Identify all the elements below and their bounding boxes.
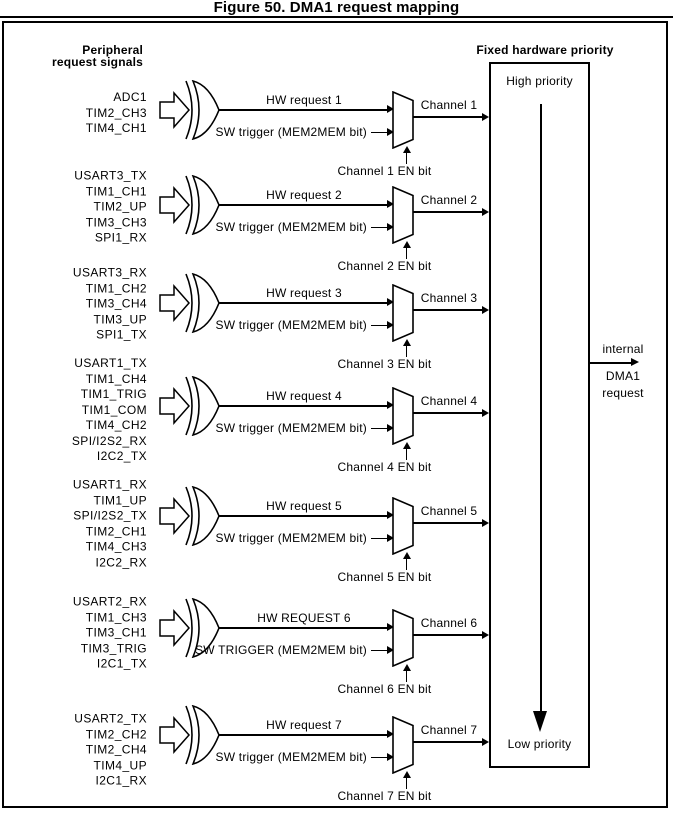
channel-line xyxy=(413,309,482,311)
high-priority-label: High priority xyxy=(506,74,573,88)
hw-request-line xyxy=(219,204,387,206)
sw-trigger-label: SW TRIGGER (MEM2MEM bit) xyxy=(195,643,367,657)
peripheral-signal: I2C2_RX xyxy=(95,555,147,569)
arrowhead-icon xyxy=(482,208,489,216)
peripheral-signal: TIM2_CH2 xyxy=(85,726,147,741)
mux-icon xyxy=(392,497,414,555)
bundle-arrow-icon xyxy=(160,188,189,222)
bundle-arrow-icon xyxy=(160,499,189,533)
sw-trigger-label: SW trigger (MEM2MEM bit) xyxy=(215,220,367,234)
peripheral-signal: TIM3_CH3 xyxy=(85,214,147,229)
mux-icon xyxy=(392,716,414,774)
en-bit-label: Channel 3 EN bit xyxy=(337,357,432,371)
internal-request-label-line3: request xyxy=(602,386,644,400)
peripheral-signal: SPI/I2S2_RX xyxy=(71,433,147,448)
channel-line xyxy=(413,522,482,524)
peripheral-signals-header-line2: request signals xyxy=(51,54,143,69)
channel-line xyxy=(413,634,482,636)
hw-request-line xyxy=(219,302,387,304)
hw-request-line xyxy=(219,109,387,111)
sw-trigger-label: SW trigger (MEM2MEM bit) xyxy=(215,125,367,139)
hw-request-line xyxy=(219,627,387,629)
peripheral-signal: I2C1_RX xyxy=(95,773,147,788)
peripheral-signal: SPI1_TX xyxy=(96,327,147,342)
sw-trigger-label: SW trigger (MEM2MEM bit) xyxy=(215,318,367,332)
peripheral-signal-list xyxy=(30,265,147,343)
peripheral-signal-list xyxy=(30,90,147,137)
mux-icon xyxy=(392,91,414,149)
title-rule xyxy=(0,16,673,18)
sw-trigger-line xyxy=(371,132,387,134)
hw-request-line xyxy=(219,734,387,736)
hw-request-label: HW request 7 xyxy=(266,718,342,732)
hw-request-label: HW REQUEST 6 xyxy=(257,611,351,625)
en-bit-line xyxy=(406,777,408,789)
peripheral-signal: SPI1_RX xyxy=(94,230,147,245)
arrowhead-icon xyxy=(482,409,489,417)
peripheral-signal: TIM4_CH2 xyxy=(85,417,147,432)
bundle-arrow-icon xyxy=(160,93,189,127)
sw-trigger-line xyxy=(371,538,387,540)
sw-trigger-label: SW trigger (MEM2MEM bit) xyxy=(215,421,367,435)
channel-label: Channel 4 xyxy=(420,394,478,408)
peripheral-signal: TIM3_CH1 xyxy=(85,625,147,640)
en-bit-line xyxy=(406,448,408,460)
sw-trigger-line xyxy=(371,227,387,229)
peripheral-signal: TIM1_CH1 xyxy=(85,183,147,198)
peripheral-signal: TIM4_CH1 xyxy=(85,120,147,135)
channel-label: Channel 2 xyxy=(420,193,478,207)
peripheral-signal: TIM2_CH3 xyxy=(85,105,147,120)
peripheral-signal-list xyxy=(30,711,147,789)
hw-request-label: HW request 1 xyxy=(266,93,342,107)
en-bit-line xyxy=(406,345,408,357)
peripheral-signal: ADC1 xyxy=(113,89,147,104)
internal-request-line xyxy=(589,362,633,364)
peripheral-signal: USART2_TX xyxy=(74,711,147,726)
peripheral-signal: TIM3_CH4 xyxy=(85,296,147,311)
hw-request-line xyxy=(219,405,387,407)
bundle-arrow-icon xyxy=(160,389,189,423)
arrowhead-icon xyxy=(631,358,639,366)
mux-icon xyxy=(392,609,414,667)
bundle-arrow-icon xyxy=(160,286,189,320)
bundle-arrow-icon xyxy=(160,611,189,645)
hw-request-label: HW request 4 xyxy=(266,389,342,403)
peripheral-signal: TIM1_COM xyxy=(81,402,147,417)
sw-trigger-line xyxy=(371,428,387,430)
peripheral-signal: USART1_TX xyxy=(74,355,147,370)
peripheral-signal: USART3_TX xyxy=(74,168,147,183)
peripheral-signal: TIM1_TRIG xyxy=(80,386,147,401)
peripheral-signal: USART1_RX xyxy=(72,477,147,492)
peripheral-signal: I2C1_TX xyxy=(96,656,147,671)
peripheral-signal: TIM1_UP xyxy=(93,493,147,507)
channel-line xyxy=(413,741,482,743)
arrowhead-icon xyxy=(482,519,489,527)
channel-line xyxy=(413,116,482,118)
peripheral-signal: USART3_RX xyxy=(72,265,147,280)
arrowhead-icon xyxy=(482,306,489,314)
en-bit-label: Channel 2 EN bit xyxy=(337,259,432,273)
en-bit-label: Channel 6 EN bit xyxy=(337,682,432,696)
bundle-arrow-icon xyxy=(160,718,189,752)
mux-icon xyxy=(392,387,414,445)
channel-line xyxy=(413,211,482,213)
channel-line xyxy=(413,412,482,414)
peripheral-signal: TIM3_TRIG xyxy=(80,640,147,655)
hw-request-label: HW request 3 xyxy=(266,286,342,300)
peripheral-signal: I2C2_TX xyxy=(96,448,147,463)
peripheral-signal: USART2_RX xyxy=(72,594,147,609)
hw-request-label: HW request 5 xyxy=(266,499,342,513)
fixed-priority-header: Fixed hardware priority xyxy=(476,43,614,57)
sw-trigger-line xyxy=(371,650,387,652)
peripheral-signal: TIM3_UP xyxy=(93,311,147,326)
en-bit-label: Channel 7 EN bit xyxy=(337,789,432,803)
internal-request-label-line2: DMA1 xyxy=(605,369,641,383)
peripheral-signal: SPI/I2S2_TX xyxy=(73,508,147,523)
en-bit-line xyxy=(406,247,408,259)
channel-label: Channel 3 xyxy=(420,291,478,305)
peripheral-signal: TIM4_UP xyxy=(93,757,147,772)
en-bit-label: Channel 4 EN bit xyxy=(337,460,432,474)
sw-trigger-label: SW trigger (MEM2MEM bit) xyxy=(215,750,367,764)
priority-arrowhead-icon xyxy=(533,711,547,732)
peripheral-signals-header-line1: Peripheral xyxy=(82,43,143,57)
channel-label: Channel 1 xyxy=(420,98,478,112)
en-bit-label: Channel 5 EN bit xyxy=(337,570,432,584)
en-bit-label: Channel 1 EN bit xyxy=(337,164,432,178)
peripheral-signal: TIM1_CH4 xyxy=(85,371,147,386)
peripheral-signal-list xyxy=(30,478,147,571)
priority-arrow-line xyxy=(540,104,542,712)
mux-icon xyxy=(392,284,414,342)
peripheral-signal: TIM2_CH4 xyxy=(85,742,147,757)
hw-request-label: HW request 2 xyxy=(266,188,342,202)
en-bit-line xyxy=(406,558,408,570)
peripheral-signal-list xyxy=(30,594,147,672)
arrowhead-icon xyxy=(482,113,489,121)
channel-label: Channel 6 xyxy=(420,616,478,630)
peripheral-signal: TIM1_CH3 xyxy=(85,609,147,624)
mux-icon xyxy=(392,186,414,244)
figure-title: Figure 50. DMA1 request mapping xyxy=(213,0,460,16)
hw-request-line xyxy=(219,515,387,517)
low-priority-label: Low priority xyxy=(507,737,572,751)
sw-trigger-line xyxy=(371,325,387,327)
arrowhead-icon xyxy=(482,631,489,639)
peripheral-signal: TIM4_CH3 xyxy=(85,539,147,554)
peripheral-signal-list xyxy=(30,356,147,465)
peripheral-signal-list xyxy=(30,168,147,246)
sw-trigger-label: SW trigger (MEM2MEM bit) xyxy=(215,531,367,545)
en-bit-line xyxy=(406,670,408,682)
peripheral-signal: TIM2_UP xyxy=(93,199,147,214)
en-bit-line xyxy=(406,152,408,164)
channel-label: Channel 7 xyxy=(420,723,478,737)
peripheral-signal: TIM2_CH1 xyxy=(85,524,147,538)
channel-label: Channel 5 xyxy=(420,504,478,518)
internal-request-label-line1: internal xyxy=(602,342,644,356)
peripheral-signal: TIM1_CH2 xyxy=(85,280,147,295)
arrowhead-icon xyxy=(482,738,489,746)
peripheral-signals-header xyxy=(28,45,143,68)
sw-trigger-line xyxy=(371,757,387,759)
